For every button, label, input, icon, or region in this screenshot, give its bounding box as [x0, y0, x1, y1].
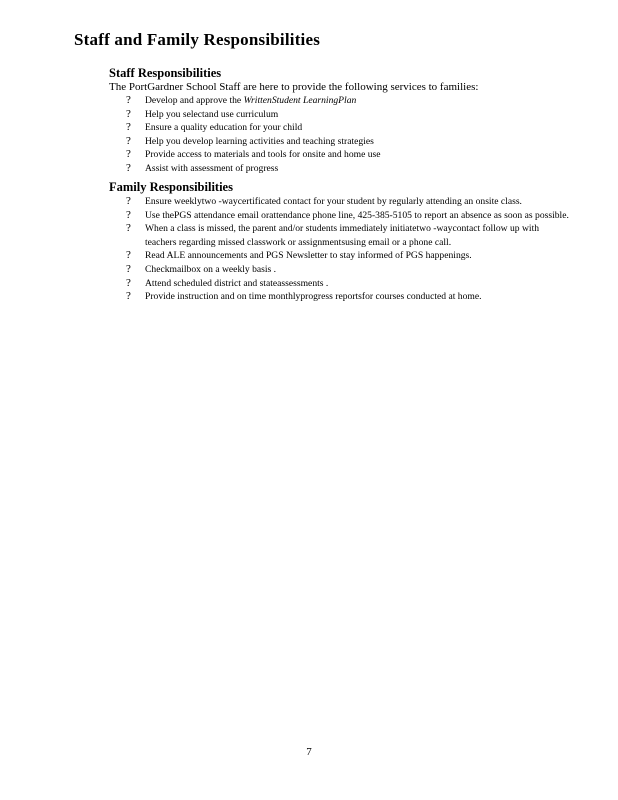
list-item-text: Read ALE announcements and PGS Newsletter to stay informed of PGS happenings.	[145, 250, 472, 262]
list-item-text: Use thePGS attendance email orattendance phone line, 425-385-5105 to report an absence as soon as possible.	[145, 209, 569, 221]
page-title: Staff and Family Responsibilities	[74, 30, 321, 49]
list-item	[109, 135, 569, 149]
family-responsibilities-section	[109, 180, 569, 304]
list-item-text: Provide instruction and on time monthlyprogress reportsfor courses conducted at home.	[145, 291, 482, 303]
bullet-glyph: ?	[126, 222, 131, 235]
staff-intro-text: The PortGardner School Staff are here to provide the following services to families:	[109, 81, 479, 93]
list-item-text: Help you develop learning activities and teaching strategies	[145, 135, 374, 147]
list-item-text: Develop and approve the	[145, 95, 244, 106]
list-item	[109, 277, 569, 291]
list-item	[109, 290, 569, 304]
list-item	[109, 148, 569, 162]
list-item-italic-text: WrittenStudent LearningPlan	[243, 95, 357, 106]
staff-responsibilities-heading: Staff Responsibilities	[109, 66, 222, 80]
page-number: 7	[306, 746, 312, 758]
list-item-text: Help you selectand use curriculum	[145, 108, 279, 120]
bullet-glyph: ?	[126, 134, 131, 147]
bullet-glyph: ?	[126, 94, 131, 106]
list-item	[109, 222, 569, 249]
list-item	[109, 121, 569, 135]
list-item-text: Ensure weeklytwo -waycertificated contact for your student by regularly attending an onsite class.	[145, 196, 522, 207]
staff-responsibilities-section	[109, 66, 569, 176]
family-responsibilities-list	[109, 195, 569, 304]
staff-responsibilities-list	[109, 94, 569, 176]
bullet-glyph: ?	[126, 148, 131, 161]
list-item-text: When a class is missed, the parent and/or students immediately initiatetwo -waycontact follow up with teachers regarding missed classwork or assignmentsusing email or a phone call.	[145, 223, 540, 248]
list-item-text: Assist with assessment of progress	[145, 162, 279, 174]
list-item	[109, 94, 569, 108]
list-item	[109, 249, 569, 263]
bullet-glyph: ?	[126, 121, 131, 134]
list-item-text: Provide access to materials and tools for onsite and home use	[145, 149, 381, 161]
bullet-glyph: ?	[126, 208, 131, 221]
bullet-glyph: ?	[126, 161, 131, 174]
list-item-text: Ensure a quality education for your child	[145, 122, 303, 134]
bullet-glyph: ?	[126, 249, 131, 262]
list-item	[109, 108, 569, 122]
list-item	[109, 195, 569, 209]
bullet-glyph: ?	[126, 107, 131, 120]
list-item	[109, 263, 569, 277]
family-responsibilities-heading: Family Responsibilities	[109, 180, 233, 194]
list-item	[109, 209, 569, 223]
bullet-glyph: ?	[126, 290, 131, 303]
bullet-glyph: ?	[126, 276, 131, 289]
bullet-glyph: ?	[126, 262, 131, 275]
bullet-glyph: ?	[126, 195, 131, 207]
list-item-text: Checkmailbox on a weekly basis .	[145, 263, 277, 275]
list-item-text: Attend scheduled district and stateassessments .	[145, 277, 329, 289]
list-item	[109, 162, 569, 176]
